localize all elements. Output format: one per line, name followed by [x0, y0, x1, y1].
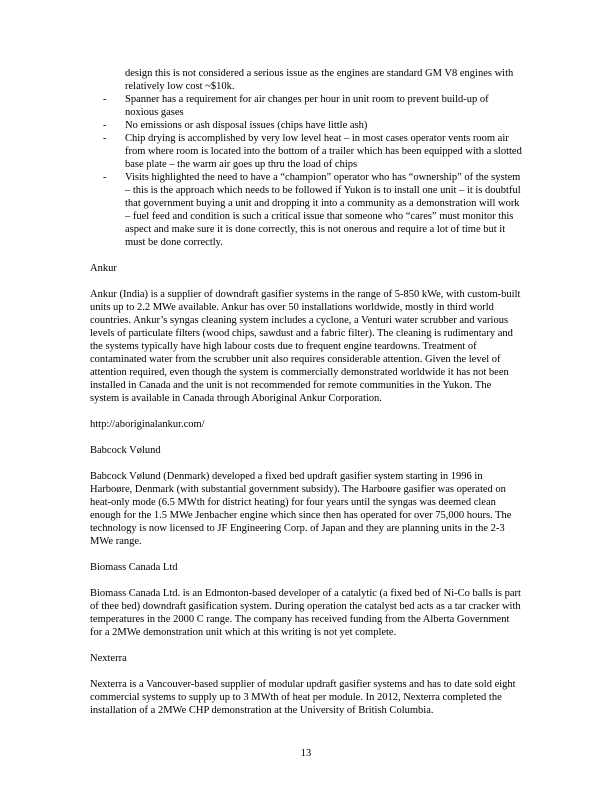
list-bullet-marker: - [103, 94, 107, 105]
list-bullet-marker: - [103, 120, 107, 131]
list-item-text: Visits highlighted the need to have a “champion” operator who has “ownership” of the system – this is the approach which needs to be followed if Yukon is to install one unit – it is doubtful that government buying a unit and dropping it into a community as a demonstration will work – fuel feed and condition is such a critical issue that someone who “cares” must monitor this aspect and make sure it is done correctly, this is not onerous and require a lot of time but it must be done correctly. [125, 172, 521, 248]
list-item-text: No emissions or ash disposal issues (chips have little ash) [125, 120, 368, 131]
list-item [90, 171, 523, 249]
list-item [90, 132, 523, 171]
link-aboriginal-ankur[interactable]: http://aboriginalankur.com/ [90, 419, 205, 430]
list-item-text: Spanner has a requirement for air changes per hour in unit room to prevent build-up of noxious gases [125, 94, 489, 118]
section-heading-nexterra: Nexterra [90, 653, 127, 664]
bullet-list [90, 67, 523, 249]
list-item-text: Chip drying is accomplished by very low level heat – in most cases operator vents room air from where room is located into the bottom of a trailer which has been equipped with a slotted base plate – the warm air goes up thru the load of chips [125, 133, 522, 170]
section-heading-ankur: Ankur [90, 263, 117, 274]
list-bullet-marker: - [103, 172, 107, 183]
list-continuation-text: design this is not considered a serious issue as the engines are standard GM V8 engines with relatively low cost ~$10k. [125, 68, 514, 92]
list-item [90, 119, 523, 132]
section-paragraph: Babcock Vølund (Denmark) developed a fixed bed updraft gasifier system starting in 1996 in Harboøre, Denmark (with substantial government subsidy). The Harboøre gasifier was operated on heat-only mode (6.5 MWth for district heating) for four years until the syngas was deemed clean enough for the 1.5 MWe Jenbacher engine which since then has operated for over 75,000 hours. The technology is now licensed to JF Engineering Corp. of Japan and they are planning units in the 2-3 MWe range. [90, 471, 512, 547]
section-heading-babcock-volund: Babcock Vølund [90, 445, 161, 456]
page-content [90, 67, 523, 730]
section-paragraph: Nexterra is a Vancouver-based supplier of modular updraft gasifier systems and has to date sold eight commercial systems to supply up to 3 MWth of heat per module. In 2012, Nexterra completed the installation of a 2MWe CHP demonstration at the University of British Columbia. [90, 679, 516, 716]
list-bullet-marker: - [103, 133, 107, 144]
section-paragraph: Biomass Canada Ltd. is an Edmonton-based developer of a catalytic (a fixed bed of Ni-Co balls is part of thee bed) downdraft gasification system. During operation the catalyst bed acts as a tar cracker with temperatures in the 2000 C range. The company has received funding from the Alberta Government for a 2MWe demonstration unit which at this writing is not yet complete. [90, 588, 521, 638]
section-heading-biomass-canada: Biomass Canada Ltd [90, 562, 178, 573]
list-item [90, 93, 523, 119]
section-paragraph: Ankur (India) is a supplier of downdraft gasifier systems in the range of 5-850 kWe, with custom-built units up to 2.2 MWe available. Ankur has over 50 installations worldwide, mostly in third world countries. Ankur’s syngas cleaning system includes a cyclone, a Venturi water scrubber and various levels of particulate filters (wood chips, sawdust and a fabric filter). The cleaning is rudimentary and the systems typically have high labour costs due to frequent engine teardowns. Treatment of contaminated water from the scrubber unit also requires considerable attention. Given the level of attention required, even though the system is commercially demonstrated worldwide it has not been installed in Canada and the unit is not recommended for remote communities in the Yukon. The system is available in Canada through Aboriginal Ankur Corporation. [90, 289, 521, 404]
page-number: 13 [300, 748, 312, 759]
